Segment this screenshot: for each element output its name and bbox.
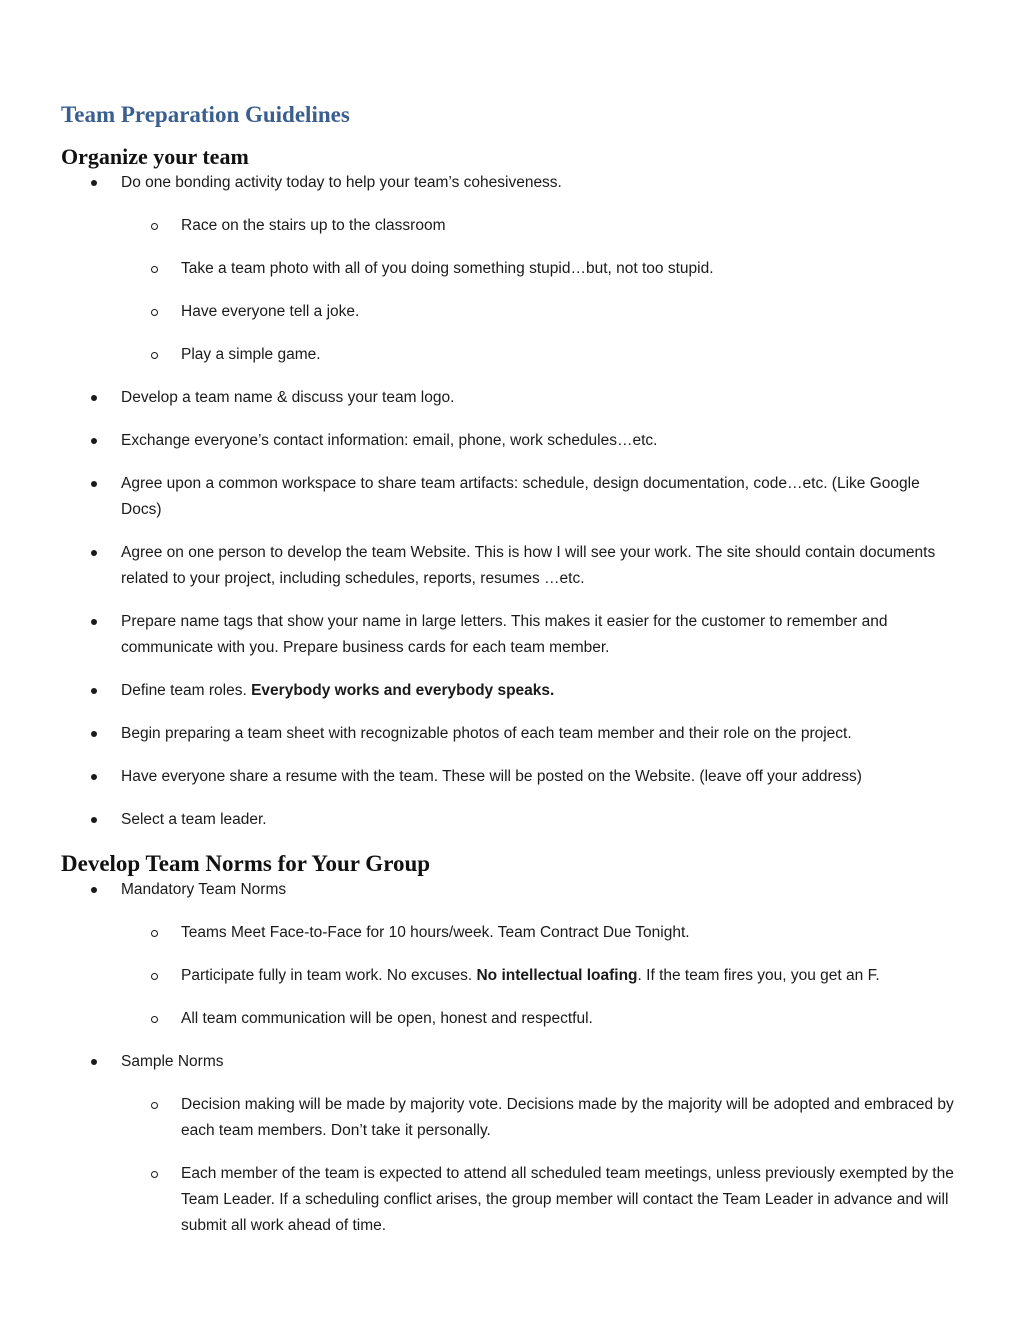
list-item-text: Do one bonding activity today to help your team’s cohesiveness. xyxy=(121,174,562,191)
circle-bullet-icon xyxy=(151,1016,158,1023)
sub-list-item-text: Participate fully in team work. No excuses. xyxy=(181,967,477,984)
bullet-icon xyxy=(91,688,97,694)
sub-list-item-text: Play a simple game. xyxy=(181,346,321,363)
document-page xyxy=(61,100,961,1239)
circle-bullet-icon xyxy=(151,1102,158,1109)
sub-list-item-text: Decision making will be made by majority vote. Decisions made by the majority will be adopted and embraced by each team members. Don’t take it personally. xyxy=(181,1096,954,1139)
section-heading-organize: Organize your team xyxy=(61,144,249,169)
list-item xyxy=(61,540,961,592)
bullet-icon xyxy=(91,395,97,401)
bullet-icon xyxy=(91,774,97,780)
circle-bullet-icon xyxy=(151,973,158,980)
norms-list xyxy=(61,877,961,1239)
bullet-icon xyxy=(91,887,97,893)
emphasis-text: Everybody works and everybody speaks. xyxy=(251,682,555,699)
circle-bullet-icon xyxy=(151,309,158,316)
sub-list-item-text: Each member of the team is expected to attend all scheduled team meetings, unless previously exempted by the Team Leader. If a scheduling conflict arises, the group member will contact the Team Leader in advance and will submit all work ahead of time. xyxy=(181,1165,954,1234)
sub-list-item-text: . If the team fires you, you get an F. xyxy=(637,967,880,984)
circle-bullet-icon xyxy=(151,1171,158,1178)
sub-list-item xyxy=(61,1161,961,1239)
list-item-text: Agree on one person to develop the team Website. This is how I will see your work. The site should contain documents related to your project, including schedules, reports, resumes …etc. xyxy=(121,544,936,587)
sub-list-item-text: Teams Meet Face-to-Face for 10 hours/week. Team Contract Due Tonight. xyxy=(181,924,690,941)
list-item xyxy=(61,170,961,368)
list-item xyxy=(61,471,961,523)
list-item-text: Mandatory Team Norms xyxy=(121,881,287,898)
list-item-text: Have everyone share a resume with the team. These will be posted on the Website. (leave off your address) xyxy=(121,768,862,785)
list-item-text: Sample Norms xyxy=(121,1053,224,1070)
sub-list-item xyxy=(61,1092,961,1144)
list-item-text: Begin preparing a team sheet with recognizable photos of each team member and their role on the project. xyxy=(121,725,852,742)
list-item xyxy=(61,678,961,704)
bullet-icon xyxy=(91,438,97,444)
sub-list-item xyxy=(61,1006,961,1032)
circle-bullet-icon xyxy=(151,223,158,230)
list-item xyxy=(61,721,961,747)
sub-list-item xyxy=(61,342,961,368)
list-item-text: Prepare name tags that show your name in large letters. This makes it easier for the customer to remember and communicate with you. Prepare business cards for each team member. xyxy=(121,613,888,656)
bonding-sublist xyxy=(121,213,961,368)
list-item-text: Define team roles. xyxy=(121,682,252,699)
circle-bullet-icon xyxy=(151,352,158,359)
bullet-icon xyxy=(91,817,97,823)
list-item-text: Agree upon a common workspace to share team artifacts: schedule, design documentation, code…etc. (Like Google Docs) xyxy=(121,475,920,518)
sub-list-item xyxy=(61,299,961,325)
sub-list-item-text: All team communication will be open, honest and respectful. xyxy=(181,1010,593,1027)
mandatory-sublist xyxy=(121,920,961,1032)
sub-list-item xyxy=(61,213,961,239)
sub-list-item-text: Have everyone tell a joke. xyxy=(181,303,360,320)
bullet-icon xyxy=(91,481,97,487)
circle-bullet-icon xyxy=(151,266,158,273)
list-item-text: Develop a team name & discuss your team logo. xyxy=(121,389,455,406)
document-title: Team Preparation Guidelines xyxy=(61,102,350,127)
bullet-icon xyxy=(91,180,97,186)
sub-list-item xyxy=(61,920,961,946)
list-item-text: Exchange everyone’s contact information: email, phone, work schedules…etc. xyxy=(121,432,658,449)
circle-bullet-icon xyxy=(151,930,158,937)
list-item xyxy=(61,609,961,661)
bullet-icon xyxy=(91,550,97,556)
list-item xyxy=(61,877,961,1032)
bullet-icon xyxy=(91,619,97,625)
sub-list-item xyxy=(61,963,961,989)
list-item xyxy=(61,1049,961,1239)
emphasis-text: No intellectual loafing xyxy=(476,967,638,984)
list-item xyxy=(61,807,961,833)
sub-list-item-text: Race on the stairs up to the classroom xyxy=(181,217,446,234)
sample-sublist xyxy=(121,1092,961,1239)
list-item xyxy=(61,428,961,454)
sub-list-item xyxy=(61,256,961,282)
section-heading-norms: Develop Team Norms for Your Group xyxy=(61,851,431,876)
organize-list xyxy=(61,170,961,833)
list-item xyxy=(61,764,961,790)
list-item-text: Select a team leader. xyxy=(121,811,267,828)
sub-list-item-text: Take a team photo with all of you doing something stupid…but, not too stupid. xyxy=(181,260,714,277)
bullet-icon xyxy=(91,731,97,737)
bullet-icon xyxy=(91,1059,97,1065)
list-item xyxy=(61,385,961,411)
